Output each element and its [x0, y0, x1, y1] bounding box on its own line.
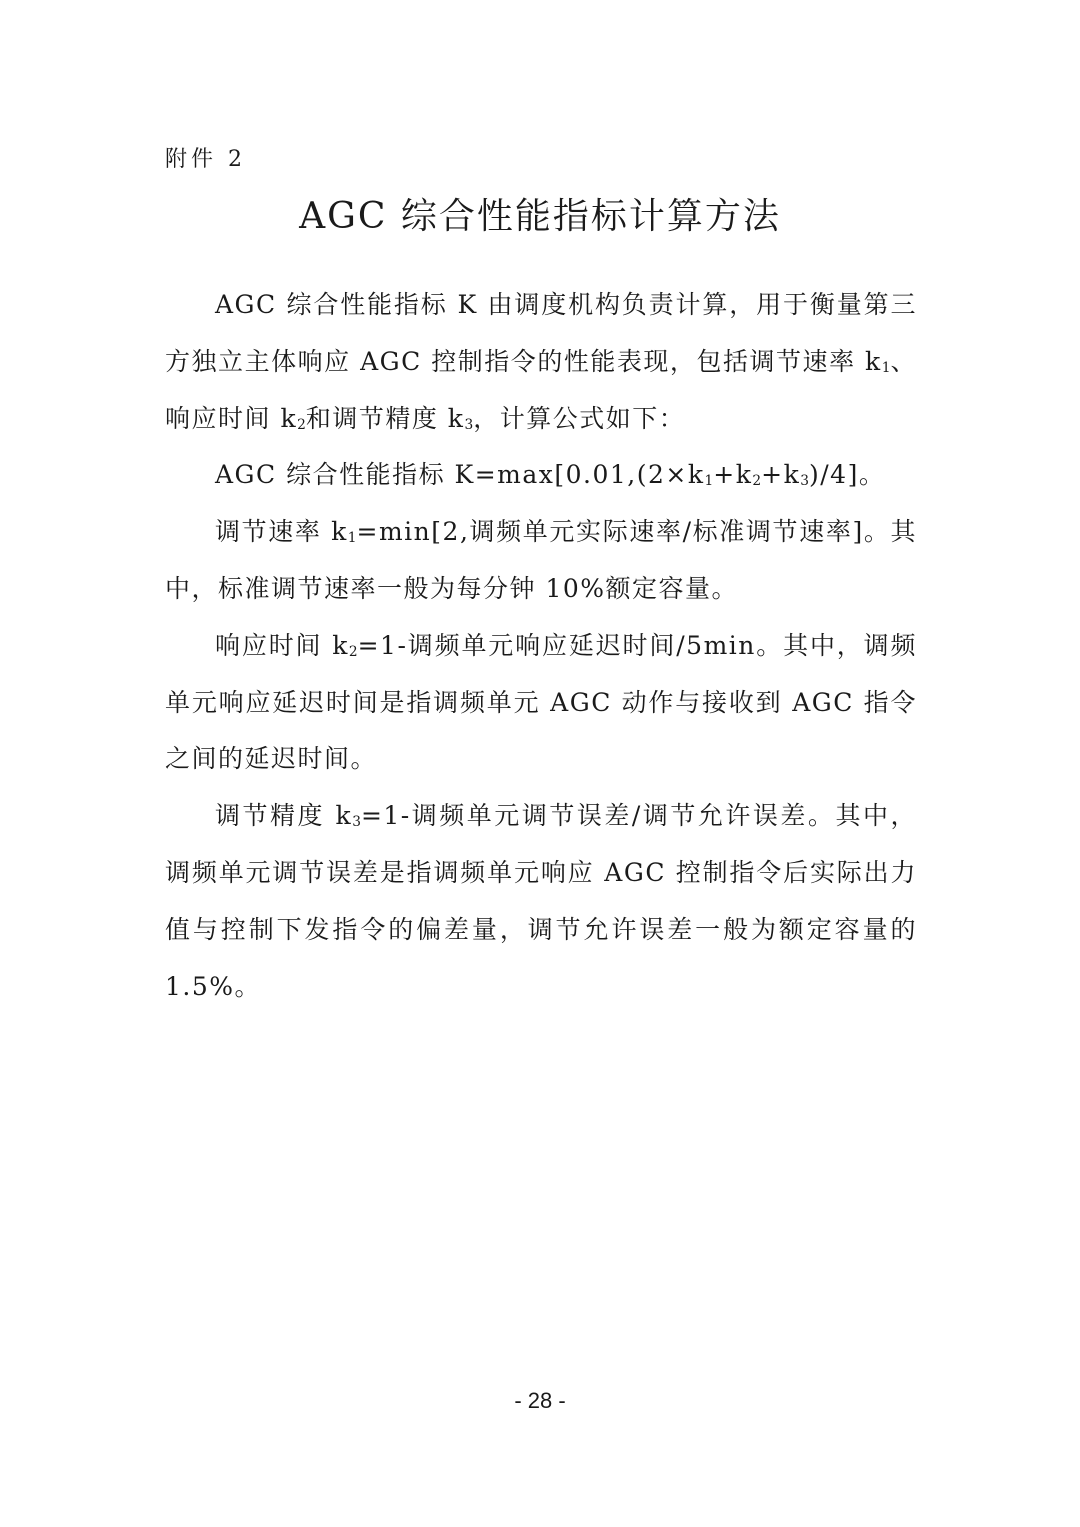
paragraph-text: 响应时间 k: [215, 630, 349, 660]
paragraph-text: =min[2,调频单元实际速率/标准调节速率]。其中，标准调节速率一般为每分钟 10%额定容量。: [165, 517, 917, 603]
paragraph-regulation-rate: [165, 504, 917, 618]
subscript-index: 3: [464, 416, 474, 433]
paragraph-text: AGC 综合性能指标 K=max[0.01,(2×k: [215, 460, 705, 490]
paragraph-text: 调节精度 k: [215, 801, 353, 831]
paragraph-formula-k: [165, 447, 917, 504]
paragraph-text: AGC 综合性能指标 K 由调度机构负责计算，用于衡量第三方独立主体响应 AGC 控制指令的性能表现，包括调节速率 k: [165, 290, 917, 376]
paragraph-response-time: [165, 618, 917, 788]
subscript-index: 3: [800, 473, 809, 490]
subscript-index: 1: [347, 530, 357, 547]
paragraph-text: +k: [713, 460, 753, 490]
paragraph-text: 调节速率 k: [215, 517, 348, 547]
paragraph-text: =1-调频单元调节误差/调节允许误差。其中，调频单元调节误差是指调频单元响应 AGC 控制指令后实际出力值与控制下发指令的偏差量，调节允许误差一般为额定容量的 1.5%。: [165, 801, 927, 1001]
subscript-index: 1: [704, 473, 714, 490]
paragraph-regulation-accuracy: [165, 788, 927, 1015]
paragraph-text: )/4]。: [808, 460, 886, 490]
paragraph-text: +k: [761, 460, 801, 490]
paragraph-text: =1-调频单元响应延迟时间/5min。其中，调频单元响应延迟时间是指调频单元 AGC 动作与接收到 AGC 指令之间的延迟时间。: [165, 630, 917, 774]
paragraph-intro: [165, 277, 917, 447]
page-number: - 28 -: [514, 1388, 566, 1413]
subscript-index: 2: [348, 643, 358, 660]
document-body: [165, 277, 927, 1015]
paragraph-text: 、响应时间 k: [165, 346, 917, 433]
subscript-index: 2: [752, 473, 762, 490]
document-title: AGC 综合性能指标计算方法: [299, 196, 781, 237]
paragraph-text: 和调节精度 k: [305, 403, 465, 433]
subscript-index: 1: [881, 359, 891, 376]
subscript-index: 3: [352, 814, 361, 831]
subscript-index: 2: [297, 416, 306, 433]
attachment-label: 附件 2: [165, 147, 246, 172]
paragraph-text: ，计算公式如下：: [473, 403, 686, 433]
